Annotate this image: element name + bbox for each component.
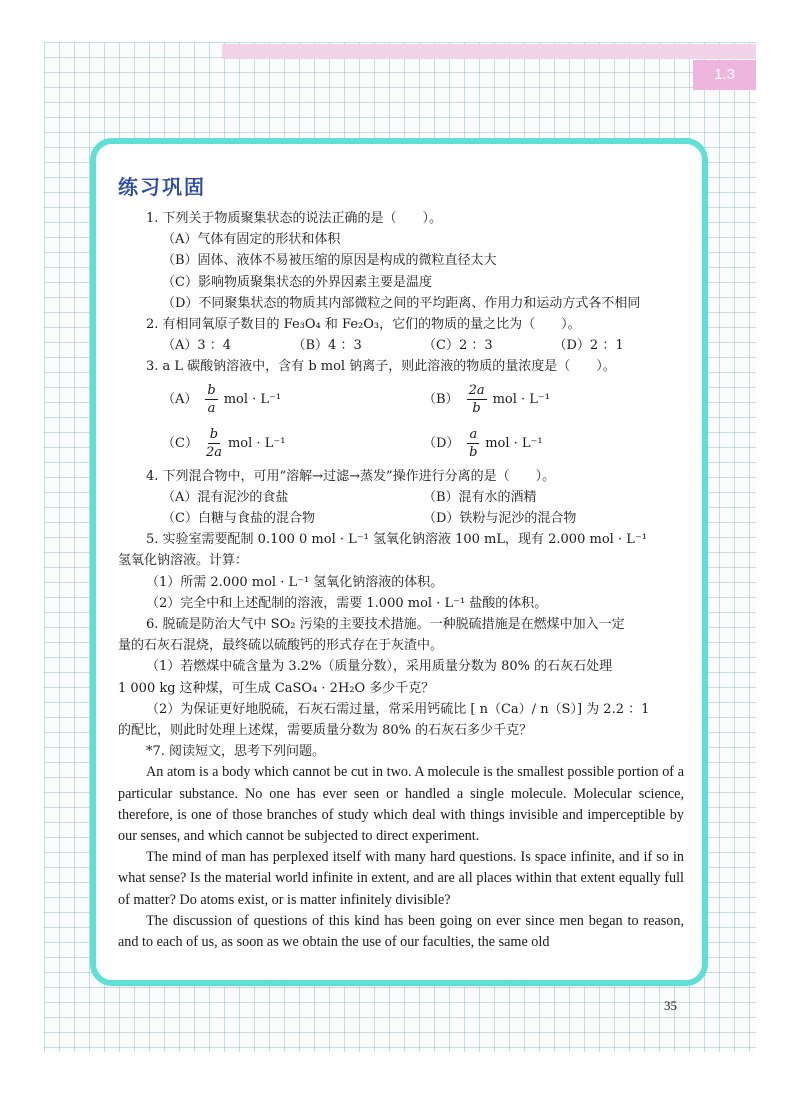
q3-option-d — [423, 426, 684, 461]
q4-options-row1 — [118, 487, 684, 508]
denominator: 2a — [205, 445, 222, 461]
unit: mol · L⁻¹ — [227, 436, 286, 452]
q4-option-a: （A）混有泥沙的食盐 — [162, 489, 289, 505]
q4-stem: 4. 下列混合物中，可用“溶解→过滤→蒸发”操作进行分离的是（ ）。 — [146, 468, 556, 484]
q5-sub1: （1）所需 2.000 mol · L⁻¹ 氢氧化钠溶液的体积。 — [146, 574, 444, 590]
unit: mol · L⁻¹ — [492, 392, 551, 408]
fraction — [205, 382, 217, 417]
q1-stem: 1. 下列关于物质聚集状态的说法正确的是（ ）。 — [146, 211, 443, 226]
fraction — [467, 382, 487, 417]
option-label: （C） — [162, 436, 198, 452]
unit: mol · L⁻¹ — [485, 436, 543, 452]
q6-stem-line2: 量的石灰石混烧，最终硫以硫酸钙的形式存在于灰渣中。 — [118, 638, 444, 654]
q3-option-c — [162, 426, 423, 461]
q2-options — [118, 335, 684, 356]
reading-paragraph-3: The discussion of questions of this kind has been going on ever since men began to reason, and to each of us, as soon as we obtain the use of our faculties, the same old — [118, 912, 684, 951]
denominator: b — [472, 401, 481, 417]
exercise-content — [118, 170, 684, 953]
q4-options-row2 — [118, 508, 684, 529]
q1-option-a: （A）气体有固定的形状和体积 — [162, 232, 341, 248]
q6-sub2-line2: 的配比，则此时处理上述煤，需要质量分数为 80% 的石灰石多少千克？ — [118, 723, 533, 739]
q6-sub1-line1: （1）若燃煤中硫含量为 3.2%（质量分数），采用质量分数为 80% 的石灰石处理 — [146, 659, 613, 675]
q2-option-a: （A）3 ：4 — [162, 338, 232, 354]
numerator: a — [469, 427, 478, 443]
q2-stem: 2. 有相同氧原子数目的 Fe₃O₄ 和 Fe₂O₃，它们的物质的量之比为（ ）。 — [146, 317, 581, 333]
option-label: （D） — [423, 436, 460, 452]
q3-stem: 3. a L 碳酸钠溶液中，含有 b mol 钠离子，则此溶液的物质的量浓度是（ ）。 — [146, 359, 616, 375]
q4-option-d: （D）铁粉与泥沙的混合物 — [423, 511, 577, 527]
denominator: b — [469, 445, 478, 461]
q3-option-a — [162, 382, 423, 417]
q4-option-c: （C）白糖与食盐的混合物 — [162, 511, 315, 527]
numerator: b — [207, 383, 216, 399]
q1-option-c: （C）影响物质聚集状态的外界因素主要是温度 — [162, 274, 432, 290]
exercise-title: 练习巩固 — [118, 175, 206, 199]
fraction — [206, 426, 222, 461]
reading-paragraph-2: The mind of man has perplexed itself with many hard questions. Is space infinite, and if so in what sense? Is the material world infinite in extent, and are all places within that extent equally full of matter? Do atoms exist, or is matter infinitely divisible? — [118, 849, 684, 908]
q5-stem-line1: 5. 实验室需要配制 0.100 0 mol · L⁻¹ 氢氧化钠溶液 100 mL，现有 2.000 mol · L⁻¹ — [146, 532, 647, 548]
q7-stem: *7. 阅读短文，思考下列问题。 — [146, 744, 326, 760]
q5-stem-line2: 氢氧化钠溶液。计算： — [118, 553, 249, 569]
q2-option-b: （B）4 ：3 — [292, 338, 362, 354]
option-label: （B） — [423, 392, 459, 408]
q3-option-b — [423, 382, 684, 417]
q1-option-b: （B）固体、液体不易被压缩的原因是构成的微粒直径太大 — [162, 253, 497, 269]
q2-option-d: （D）2 ：1 — [553, 338, 624, 354]
page-number: 35 — [664, 998, 677, 1013]
q6-stem-line1: 6. 脱硫是防治大气中 SO₂ 污染的主要技术措施。一种脱硫措施是在燃煤中加入一定 — [146, 617, 625, 633]
q4-option-b: （B）混有水的酒精 — [423, 489, 537, 505]
section-number: 1.3 — [714, 66, 735, 83]
unit: mol · L⁻¹ — [223, 392, 282, 408]
q5-sub2: （2）完全中和上述配制的溶液，需要 1.000 mol · L⁻¹ 盐酸的体积。 — [146, 595, 548, 611]
numerator: 2a — [468, 383, 485, 399]
q3-options-row1 — [118, 378, 684, 422]
numerator: b — [209, 427, 219, 443]
header-bar — [222, 44, 756, 59]
denominator: a — [207, 401, 216, 417]
fraction — [467, 426, 479, 461]
q2-option-c: （C）2 ：3 — [423, 338, 493, 354]
q6-sub1-line2: 1 000 kg 这种煤，可生成 CaSO₄ · 2H₂O 多少千克？ — [118, 680, 435, 696]
option-label: （A） — [162, 392, 198, 408]
q3-options-row2 — [118, 422, 684, 466]
q1-option-d: （D）不同聚集状态的物质其内部微粒之间的平均距离、作用力和运动方式各不相同 — [162, 295, 641, 311]
q6-sub2-line1: （2）为保证更好地脱硫，石灰石需过量，常采用钙硫比 [ n（Ca）/ n（S）] 为 2.2 ：1 — [146, 701, 650, 717]
reading-paragraph-1: An atom is a body which cannot be cut in two. A molecule is the smallest possible portion of a particular substance. No one has ever seen or handled a single molecule. Molecular science, therefore, is one of those branches of study which deal with things invisible and imperceptible by our senses, and which cannot be subjected to direct experiment. — [118, 764, 684, 845]
